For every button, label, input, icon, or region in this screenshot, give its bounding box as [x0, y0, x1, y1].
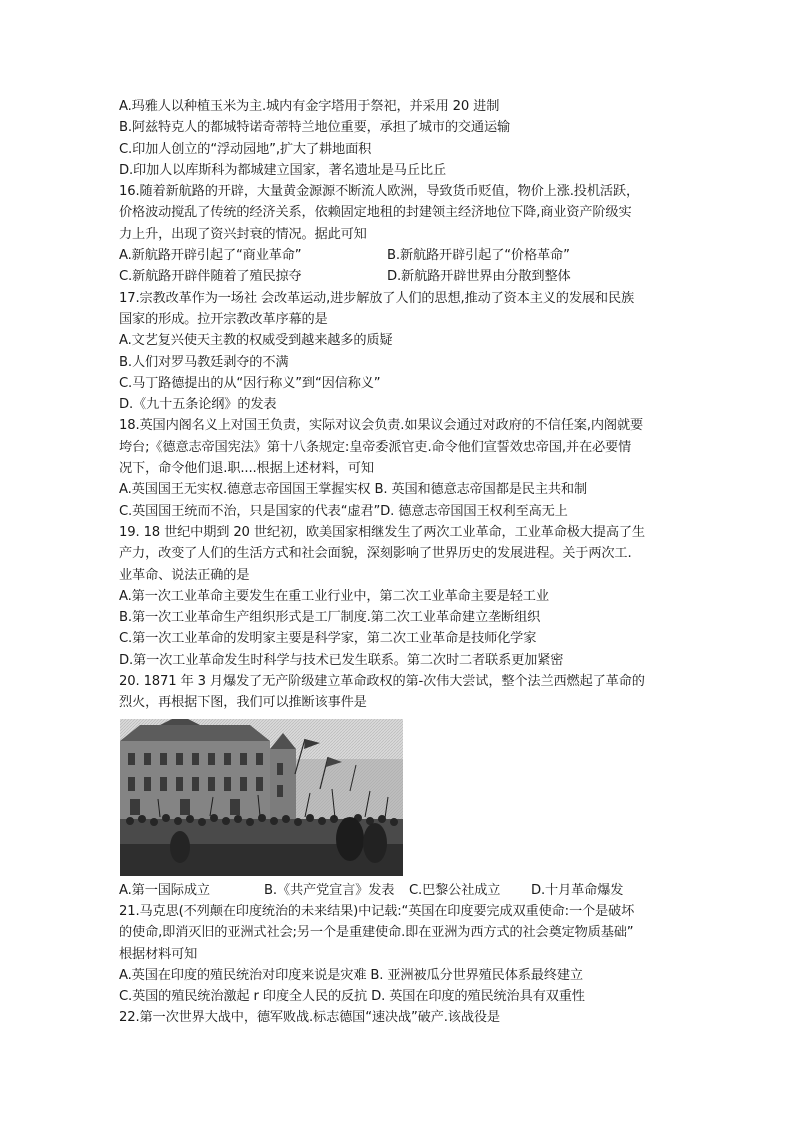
- q19-option-a: A.第一次工业革命主要发生在重工业行业中，第二次工业革命主要是轻工业: [119, 588, 549, 604]
- q18-stem-line-3: 况下，命令他们退.职....根据上述材料，可知: [119, 461, 374, 477]
- q18-options-ab: A.英国国王无实权.德意志帝国国王掌握实权 B. 英国和德意志帝国都是民主共和制: [119, 482, 587, 498]
- q19-option-b: B.第一次工业革命生产组织形式是工厂制度.第二次工业革命建立垄断组织: [119, 610, 541, 626]
- q15-option-c: C.印加人创立的“浮动园地”,扩大了耕地面积: [119, 141, 372, 157]
- q22-stem: 22.第一次世界大战中，德军败战.标志德国“速决战”破产.该战役是: [119, 1010, 500, 1026]
- q19-option-c: C.第一次工业革命的发明家主要是科学家，第二次工业革命是技师化学家: [119, 631, 537, 647]
- q15-option-b: B.阿兹特克人的都城特诺奇蒂特兰地位重要，承担了城市的交通运输: [119, 120, 511, 136]
- q20-stem-line-1: 20. 1871 年 3 月爆发了无产阶级建立革命政权的第-次伟大尝试，整个法兰西燃起了革命的: [119, 674, 645, 690]
- q20-stem-line-2: 烈火，再根据下图，我们可以推断该事件是: [119, 695, 367, 711]
- q16-option-a: A.新航路开辟引起了“商业革命”: [119, 248, 302, 264]
- q18-stem-line-1: 18.英国内阁名义上对国王负责，实际对议会负责.如果议会通过对政府的不信任案,内阁就要: [119, 418, 644, 434]
- q15-option-d: D.印加人以库斯科为都城建立国家，著名遗址是马丘比丘: [119, 162, 446, 178]
- q15-option-a: A.玛雅人以种植玉米为主.城内有金字塔用于祭祀，并采用 20 进制: [119, 99, 500, 114]
- q16-option-c: C.新航路开辟伴随着了殖民掠夺: [119, 269, 302, 285]
- q19-stem-line-2: 产力，改变了人们的生活方式和社会面貌，深刻影响了世界历史的发展进程。关于两次工.: [119, 546, 632, 562]
- q19-option-d: D.第一次工业革命发生时科学与技术已发生联系。第二次时二者联系更加紧密: [119, 652, 564, 668]
- q16-options-row-2: [119, 266, 679, 287]
- q17-option-c: C.马丁路德提出的从“因行称义”到“因信称义”: [119, 375, 381, 391]
- engraving-illustration: [120, 719, 403, 876]
- q18-stem-line-2: 垮台;《德意志帝国宪法》第十八条规定:皇帝委派官吏.命令他们宣誓效忠帝国,并在必要情: [119, 439, 632, 455]
- q21-options-cd: C.英国的殖民统治激起 r 印度全人民的反抗 D. 英国在印度的殖民统治具有双重性: [119, 989, 585, 1005]
- q20-options: [119, 880, 679, 901]
- q18-options-cd: C.英国国王统而不治，只是国家的代表“虚君”D. 德意志帝国国王权利至高无上: [119, 503, 568, 519]
- q20-option-b: B.《共产党宣言》发表: [264, 882, 395, 898]
- q17-option-d: D.《九十五条论纲》的发表: [119, 397, 277, 413]
- q17-stem-line-2: 国家的形成。拉开宗教改革序幕的是: [119, 311, 328, 327]
- q17-option-b: B.人们对罗马教廷剥夺的不满: [119, 354, 289, 370]
- historical-engraving-image: [120, 719, 403, 876]
- q16-options-row-1: [119, 245, 679, 266]
- q16-stem-line-3: 力上升，出现了资兴封衰的情况。据此可知: [119, 226, 367, 242]
- q19-stem-line-3: 业革命、说法正确的是: [119, 567, 250, 583]
- q21-stem-line-3: 根据材料可知: [119, 946, 198, 962]
- q19-stem-line-1: 19. 18 世纪中期到 20 世纪初，欧美国家相继发生了两次工业革命，工业革命极大提高了生: [119, 524, 645, 540]
- q17-option-a: A.文艺复兴使天主教的权威受到越来越多的质疑: [119, 333, 393, 349]
- q20-option-a: A.第一国际成立: [119, 882, 210, 898]
- exam-page: [119, 96, 679, 1029]
- q21-stem-line-1: 21.马克思(不列颠在印度统治的未来结果)中记载:“英国在印度要完成双重使命:一个是破坏: [119, 903, 635, 919]
- q21-stem-line-2: 的使命,即消灭旧的亚洲式社会;另一个是重建使命.即在亚洲为西方式的社会奠定物质基础”: [119, 925, 634, 941]
- q20-option-d: D.十月革命爆发: [531, 882, 624, 898]
- q20-option-c: C.巴黎公社成立: [409, 882, 501, 898]
- q17-stem-line-1: 17.宗教改革作为一场社 会改革运动,进步解放了人们的思想,推动了资本主义的发展和民族: [119, 290, 635, 306]
- q16-stem-line-2: 价格波动搅乱了传统的经济关系，依赖固定地租的封建领主经济地位下降,商业资产阶级实: [119, 205, 632, 221]
- q21-options-ab: A.英国在印度的殖民统治对印度来说是灾难 B. 亚洲被瓜分世界殖民体系最终建立: [119, 967, 583, 983]
- q16-stem-line-1: 16.随着新航路的开辟，大量黄金源源不断流人欧洲，导致货币贬值，物价上涨.投机活跃，: [119, 184, 639, 200]
- q16-option-b: B.新航路开辟引起了“价格革命”: [387, 248, 570, 264]
- q16-option-d: D.新航路开辟世界由分散到整体: [387, 269, 571, 285]
